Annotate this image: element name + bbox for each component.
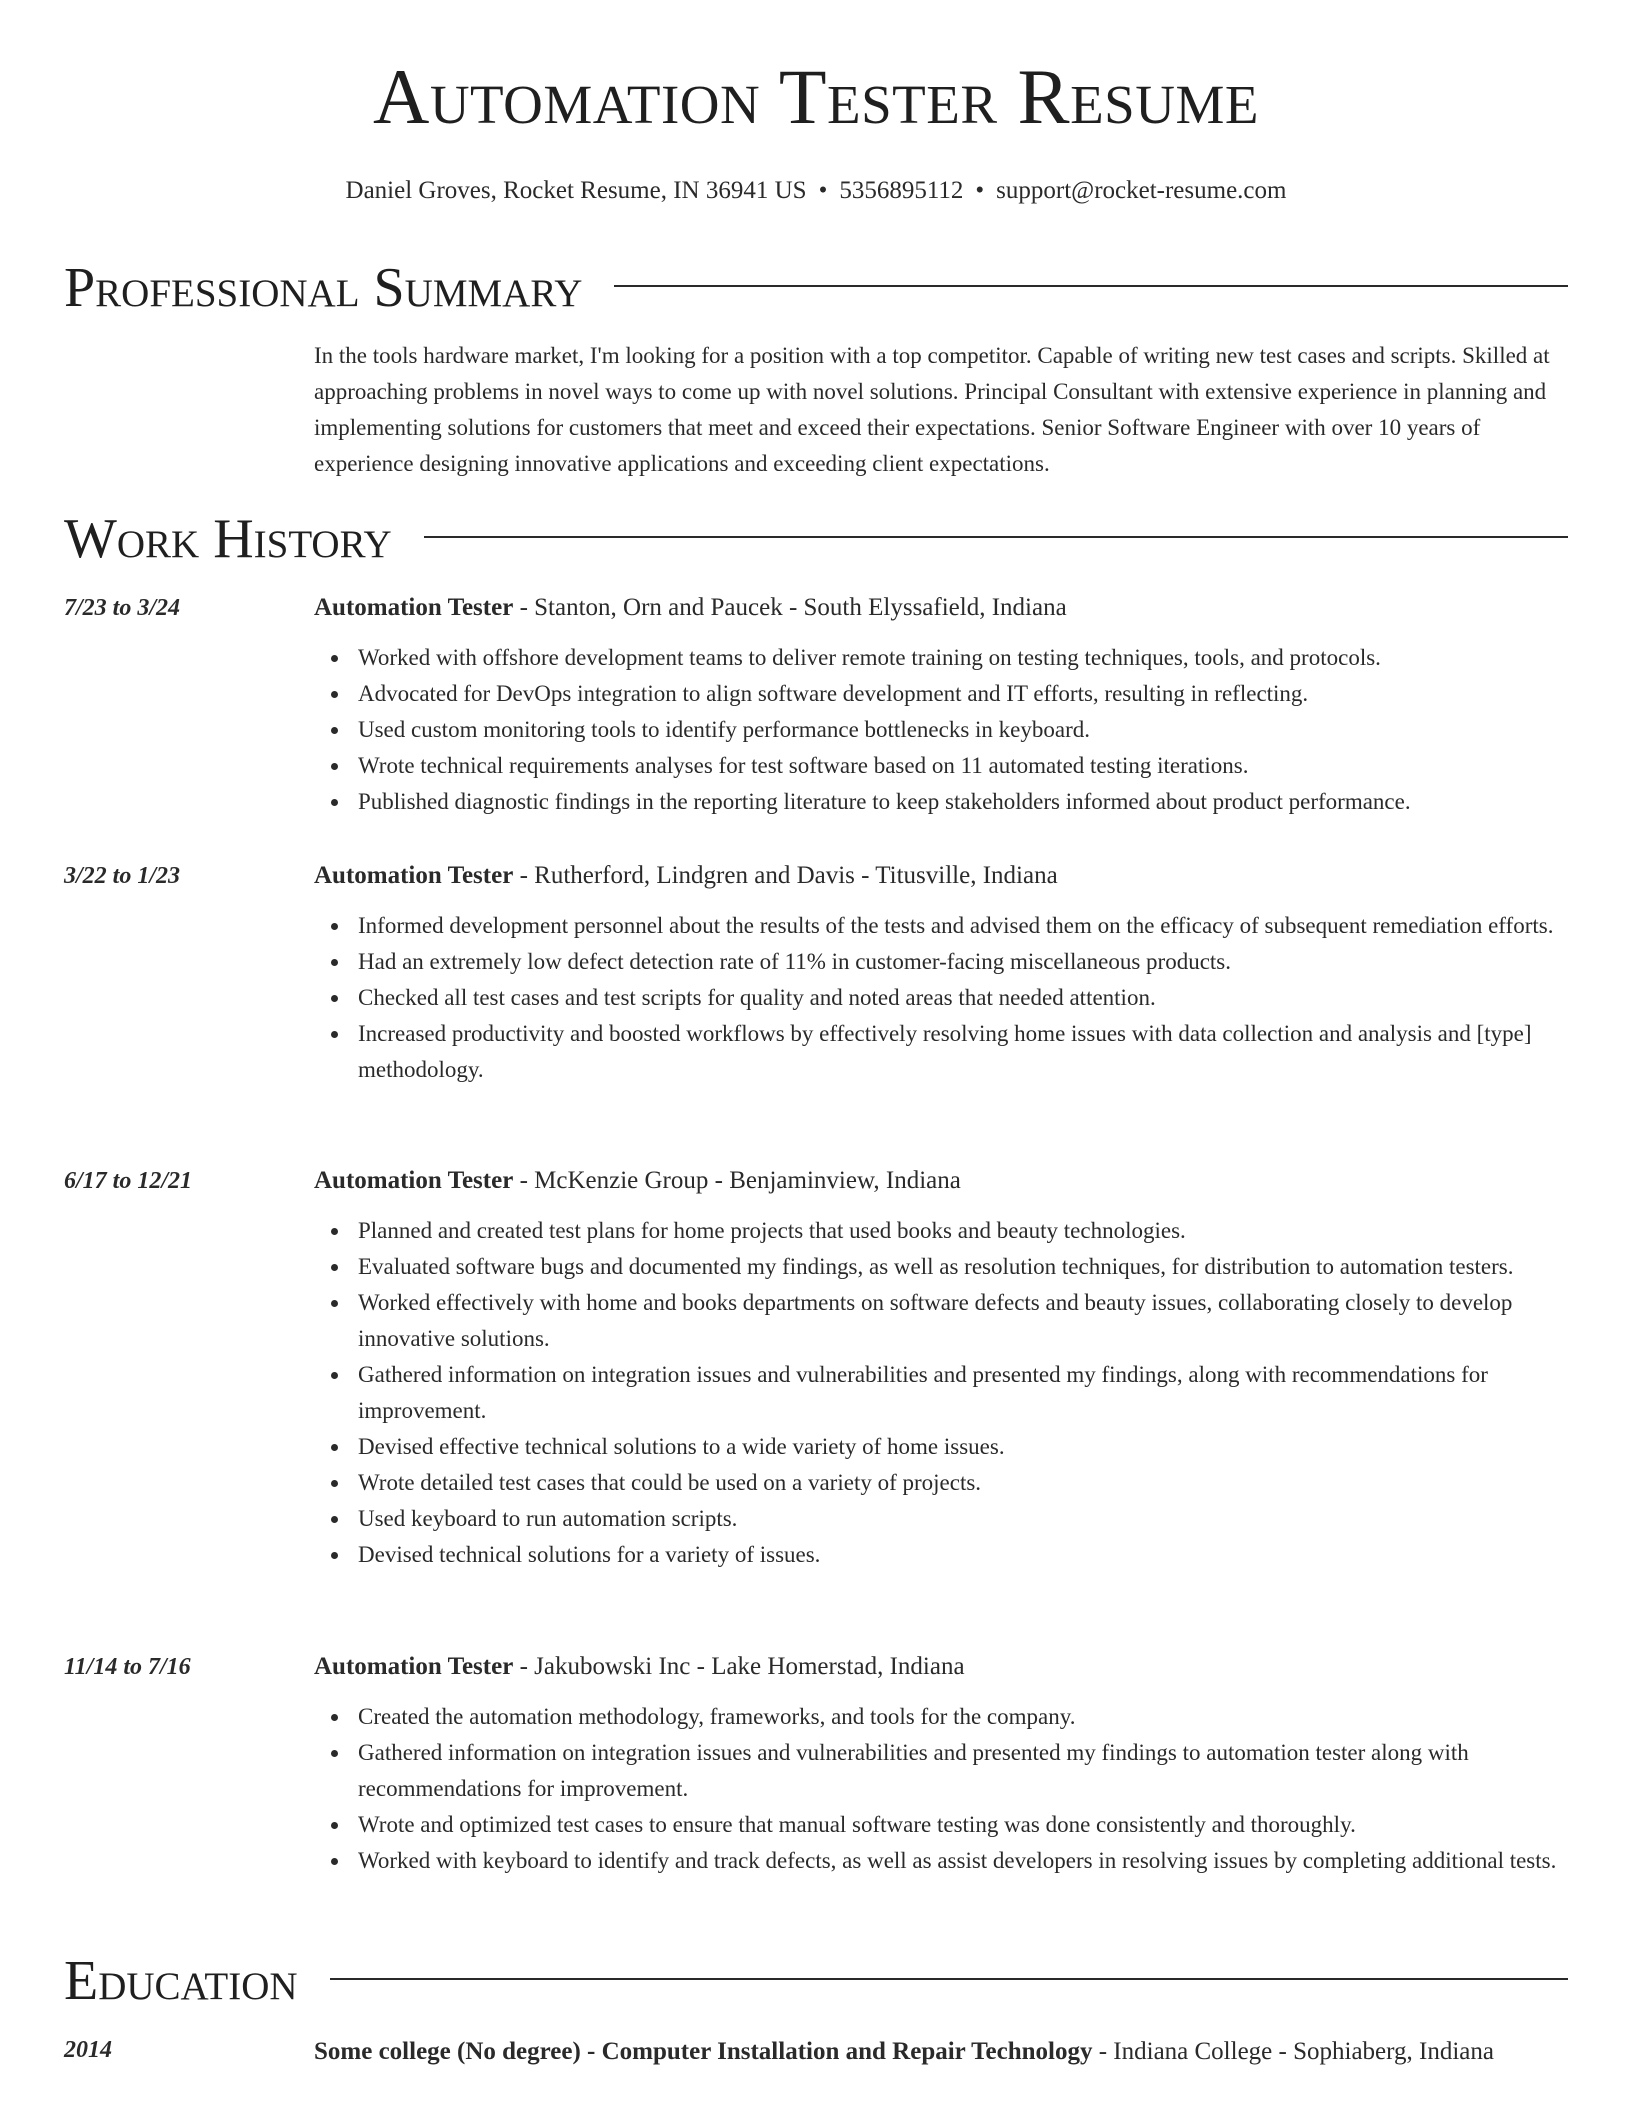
job-bullet: Checked all test cases and test scripts for quality and noted areas that needed attention. (358, 980, 1568, 1016)
job-bullet: Informed development personnel about the results of the tests and advised them on the efficacy of subsequent remediation efforts. (358, 908, 1568, 944)
job-bullet: Created the automation methodology, frameworks, and tools for the company. (358, 1699, 1568, 1735)
section-divider (614, 285, 1568, 287)
job-bullet: Worked with offshore development teams to deliver remote training on testing techniques, tools, and protocols. (358, 640, 1568, 676)
job-bullet: Used keyboard to run automation scripts. (358, 1501, 1568, 1537)
contact-phone: 5356895112 (839, 177, 964, 204)
job-dates: 7/23 to 3/24 (64, 595, 181, 621)
job-bullet: Worked effectively with home and books departments on software defects and beauty issues, collaborating closely to develop innovative solutions. (358, 1285, 1568, 1357)
job-entry (64, 1649, 1568, 1879)
summary-section-header (64, 257, 1568, 319)
job-role: Automation Tester (314, 1167, 514, 1194)
section-divider (330, 1978, 1568, 1980)
job-body (314, 590, 1568, 820)
job-heading (314, 590, 1568, 626)
job-bullet: Gathered information on integration issues and vulnerabilities and presented my findings to automation tester along with recommendations for improvement. (358, 1735, 1568, 1807)
job-role: Automation Tester (314, 594, 514, 621)
job-body (314, 858, 1568, 1088)
resume-title: Automation Tester Resume (373, 53, 1259, 140)
job-bullet: Used custom monitoring tools to identify performance bottlenecks in keyboard. (358, 712, 1568, 748)
job-bullet: Devised effective technical solutions to a wide variety of home issues. (358, 1429, 1568, 1465)
job-bullet: Wrote and optimized test cases to ensure that manual software testing was done consistently and thoroughly. (358, 1807, 1568, 1843)
job-bullets (314, 640, 1568, 820)
contact-separator: • (818, 177, 828, 204)
work-section-title: Work History (64, 508, 392, 570)
job-body (314, 1163, 1568, 1573)
job-heading (314, 858, 1568, 894)
job-entry (64, 590, 1568, 820)
education-heading (314, 2032, 1568, 2071)
job-bullet: Wrote detailed test cases that could be used on a variety of projects. (358, 1465, 1568, 1501)
summary-section-title: Professional Summary (64, 257, 583, 319)
job-bullet: Had an extremely low defect detection rate of 11% in customer-facing miscellaneous products. (358, 944, 1568, 980)
job-bullet: Worked with keyboard to identify and track defects, as well as assist developers in resolving issues by completing additional tests. (358, 1843, 1568, 1879)
job-bullet: Advocated for DevOps integration to align software development and IT efforts, resulting in reflecting. (358, 676, 1568, 712)
education-degree: Some college (No degree) - Computer Installation and Repair Technology (314, 2038, 1093, 2065)
contact-email: support@rocket-resume.com (996, 177, 1287, 204)
job-role: Automation Tester (314, 862, 514, 889)
education-section-header (64, 1950, 1568, 2012)
job-bullet: Devised technical solutions for a variety of issues. (358, 1537, 1568, 1573)
job-bullet: Planned and created test plans for home projects that used books and beauty technologies. (358, 1213, 1568, 1249)
education-details: - Indiana College - Sophiaberg, Indiana (1092, 2038, 1494, 2065)
job-dates: 11/14 to 7/16 (64, 1654, 191, 1680)
job-body (314, 1649, 1568, 1879)
job-bullets (314, 1213, 1568, 1573)
summary-text: In the tools hardware market, I'm looking for a position with a top competitor. Capable of writing new test cases and scripts. Skilled at approaching problems in novel ways to come up with novel solutions. Principal Consultant with extensive experience in planning and implementing solutions for customers that meet and exceed their expectations. Senior Software Engineer with over 10 years of experience designing innovative applications and exceeding client expectations. (314, 343, 1550, 476)
job-entry (64, 858, 1568, 1088)
job-role: Automation Tester (314, 1653, 514, 1680)
job-bullets (314, 1699, 1568, 1879)
job-bullet: Evaluated software bugs and documented my findings, as well as resolution techniques, for distribution to automation testers. (358, 1249, 1568, 1285)
education-entry (64, 2032, 1568, 2071)
job-heading (314, 1163, 1568, 1199)
contact-address: Daniel Groves, Rocket Resume, IN 36941 US (345, 177, 807, 204)
contact-line (0, 174, 1632, 208)
job-dates: 6/17 to 12/21 (64, 1168, 193, 1194)
job-details: - Jakubowski Inc - Lake Homerstad, Indiana (513, 1653, 965, 1680)
work-section-header (64, 508, 1568, 570)
job-bullet: Wrote technical requirements analyses for test software based on 11 automated testing iterations. (358, 748, 1568, 784)
job-heading (314, 1649, 1568, 1685)
section-divider (424, 536, 1568, 538)
job-details: - Rutherford, Lindgren and Davis - Titusville, Indiana (513, 862, 1058, 889)
education-body (314, 2032, 1568, 2071)
job-details: - McKenzie Group - Benjaminview, Indiana (513, 1167, 961, 1194)
job-bullet: Gathered information on integration issues and vulnerabilities and presented my findings, along with recommendations for improvement. (358, 1357, 1568, 1429)
job-dates: 3/22 to 1/23 (64, 863, 181, 889)
job-bullet: Published diagnostic findings in the reporting literature to keep stakeholders informed about product performance. (358, 784, 1568, 820)
education-section-title: Education (64, 1950, 298, 2012)
job-details: - Stanton, Orn and Paucek - South Elyssafield, Indiana (513, 594, 1067, 621)
job-bullets (314, 908, 1568, 1088)
education-year: 2014 (64, 2037, 112, 2063)
job-entry (64, 1163, 1568, 1573)
job-bullet: Increased productivity and boosted workflows by effectively resolving home issues with data collection and analysis and [type] methodology. (358, 1016, 1568, 1088)
contact-separator: • (975, 177, 985, 204)
